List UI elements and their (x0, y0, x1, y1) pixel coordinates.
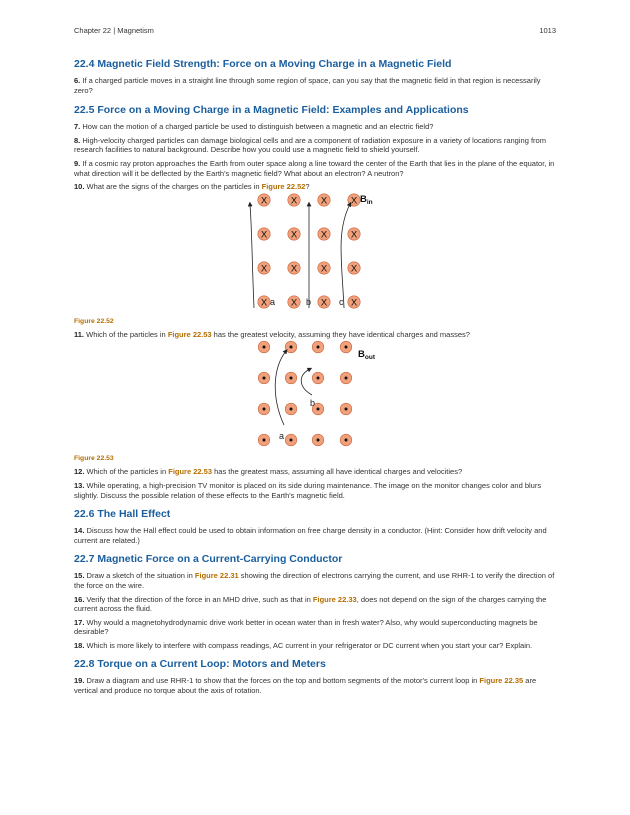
x-field-symbol (288, 262, 300, 275)
svg-text:X: X (260, 229, 268, 241)
dot-field-symbol (258, 373, 270, 385)
x-field-symbol (348, 262, 360, 275)
figure-22-52 (74, 192, 556, 314)
x-field-symbol (288, 228, 300, 241)
figure-22-35-link[interactable]: Figure 22.35 (479, 676, 524, 686)
x-field-symbol (318, 262, 330, 275)
question-11: 11. Which of the particles in Figure 22.53 has the greatest velocity, assuming they have identical charges and masses? (74, 329, 470, 339)
svg-text:X: X (290, 263, 298, 275)
x-field-symbol (258, 194, 270, 207)
svg-text:X: X (260, 263, 268, 275)
question-7: 7. How can the motion of a charged particle be used to distinguish between a magnetic and an electric field? (74, 122, 434, 132)
svg-text:X: X (350, 195, 358, 207)
svg-text:X: X (350, 297, 358, 309)
question-13: 13. While operating, a high-precision TV monitor is placed on its side during maintenance. The image on the monitor changes color and blurs slightly. Discuss the possible relation of these effects to the Earth's magnetic field. (74, 480, 542, 500)
section-heading-22-8: 22.8 Torque on a Current Loop: Motors and Meters (74, 658, 326, 671)
svg-text:X: X (350, 229, 358, 241)
dot-field-symbol (340, 404, 352, 416)
dot-field-symbol (312, 373, 324, 385)
question-17: 17. Why would a magnetohydrodynamic drive work better in ocean water than in fresh water? Also, why would superconducting magnets be desirable? (74, 617, 538, 637)
dot-field-symbol (258, 342, 270, 354)
figure-22-53-diagram (74, 339, 556, 451)
label-c: c (339, 296, 344, 307)
label-b-53: b (310, 398, 316, 409)
x-field-symbol (348, 296, 360, 309)
section-heading-22-6: 22.6 The Hall Effect (74, 508, 171, 521)
trajectory-a (250, 204, 254, 308)
page-number: 1013 (539, 26, 556, 35)
figure-22-53 (74, 339, 556, 451)
page-header (74, 26, 556, 35)
figure-22-52-link[interactable]: Figure 22.52 (261, 182, 306, 192)
question-15: 15. Draw a sketch of the situation in Figure 22.31 showing the direction of electrons carrying the current, and use RHR-1 to verify the direction of the force on the wire. (74, 571, 555, 590)
question-6: 6. If a charged particle moves in a straight line through some region of space, can you say that the magnetic field in that region is necessarily zero? (74, 76, 541, 95)
b-in-label: $B_{in}$ (360, 193, 373, 206)
dot-field-symbol (258, 404, 270, 416)
figure-22-53-link[interactable]: Figure 22.53 (167, 329, 212, 339)
svg-text:X: X (290, 195, 298, 207)
dot-field-symbol (285, 435, 297, 447)
question-10: 10. What are the signs of the charges on the particles in Figure 22.52? (74, 182, 310, 192)
x-field-symbol (258, 262, 270, 275)
figure-22-33-link[interactable]: Figure 22.33 (312, 594, 357, 604)
figure-22-53-caption: Figure 22.53 (74, 455, 114, 463)
x-field-symbol (258, 296, 270, 309)
svg-text:X: X (260, 195, 268, 207)
trajectory-a-53 (275, 351, 286, 425)
label-b: b (306, 296, 312, 307)
figure-22-53-link-2[interactable]: Figure 22.53 (168, 467, 213, 477)
x-field-symbol (318, 194, 330, 207)
question-9: 9. If a cosmic ray proton approaches the Earth from outer space along a line toward the center of the Earth that lies in the plane of the equator, in what direction will it be deflected by the Earth's magnetic field? What about an electron? A neutron? (74, 158, 555, 178)
x-field-symbol (318, 296, 330, 309)
section-heading-22-4: 22.4 Magnetic Field Strength: Force on a Moving Charge in a Magnetic Field (74, 58, 452, 70)
x-field-symbol (258, 228, 270, 241)
dot-field-symbol (340, 342, 352, 354)
dot-field-symbol (312, 435, 324, 447)
question-14: 14. Discuss how the Hall effect could be used to obtain information on free charge density in a conductor. (Hint: Consider how drift velocity and current are related.) (74, 526, 547, 545)
svg-text:X: X (320, 297, 328, 309)
figure-22-31-link[interactable]: Figure 22.31 (194, 571, 239, 581)
svg-text:X: X (290, 229, 298, 241)
dot-field-symbol (258, 435, 270, 447)
dot-field-symbol (340, 373, 352, 385)
dot-field-symbol (340, 435, 352, 447)
dot-field-grid (258, 342, 352, 447)
svg-text:X: X (350, 263, 358, 275)
question-16: 16. Verify that the direction of the force in an MHD drive, such as that in Figure 22.33, does not depend on the sign of the charges carrying the current across the fluid. (74, 594, 547, 614)
section-heading-22-7: 22.7 Magnetic Force on a Current-Carrying Conductor (74, 553, 343, 566)
page-content (74, 58, 556, 696)
x-field-symbol (288, 296, 300, 309)
trajectory-c (341, 204, 350, 308)
dot-field-symbol (312, 342, 324, 354)
label-a-53: a (279, 431, 285, 442)
figure-22-52-diagram (74, 192, 556, 314)
svg-text:X: X (320, 229, 328, 241)
dot-field-symbol (285, 342, 297, 354)
x-field-symbol (318, 228, 330, 241)
dot-field-symbol (285, 373, 297, 385)
svg-text:X: X (320, 263, 328, 275)
trajectory-b-53 (301, 369, 312, 395)
svg-text:X: X (290, 297, 298, 309)
chapter-title: Chapter 22 | Magnetism (74, 26, 154, 35)
figure-22-52-caption: Figure 22.52 (74, 317, 114, 325)
svg-text:X: X (260, 297, 268, 309)
question-12: 12. Which of the particles in Figure 22.53 has the greatest mass, assuming all have identical charges and velocities? (74, 467, 463, 477)
x-field-symbol (348, 228, 360, 241)
section-heading-22-5: 22.5 Force on a Moving Charge in a Magnetic Field: Examples and Applications (74, 104, 469, 117)
b-out-label: $B_{out}$ (358, 349, 375, 362)
question-8: 8. High-velocity charged particles can damage biological cells and are a component of radiation exposure in a variety of locations ranging from research facilities to natural background. Describe how you could use a magnetic field to shield yourself. (74, 135, 546, 155)
label-a: a (270, 296, 276, 307)
question-19: 19. Draw a diagram and use RHR-1 to show that the forces on the top and bottom segments of the motor's current loop in Figure 22.35 are vertical and produce no torque about the axis of rotation. (74, 676, 537, 696)
x-field-symbol (288, 194, 300, 207)
question-18: 18. Which is more likely to interfere with compass readings, AC current in your refrigerator or DC current when you start your car? Explain. (74, 640, 533, 650)
dot-field-symbol (285, 404, 297, 416)
svg-text:X: X (320, 195, 328, 207)
